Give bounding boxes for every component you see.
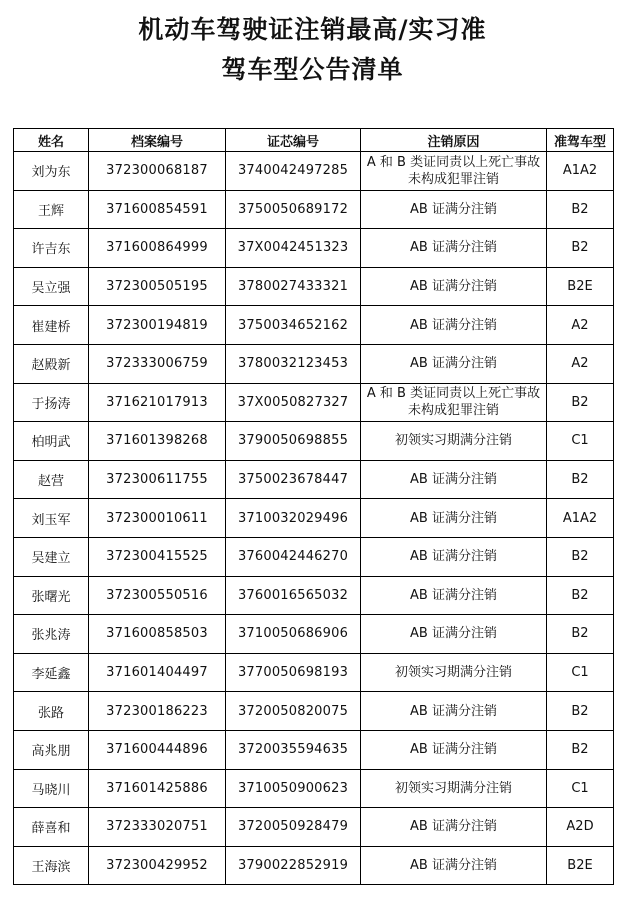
cell-chip-no: 3750023678447 [226, 460, 361, 499]
cell-reason: AB 证满分注销 [361, 576, 547, 615]
cell-name: 马晓川 [14, 769, 89, 808]
table-row [14, 846, 614, 885]
cell-chip-no: 3720050820075 [226, 692, 361, 731]
cell-reason: AB 证满分注销 [361, 537, 547, 576]
cell-vehicle-class: B2 [547, 730, 614, 769]
cell-name: 赵殿新 [14, 344, 89, 383]
cell-reason: 初领实习期满分注销 [361, 422, 547, 461]
table-row [14, 267, 614, 306]
table-row [14, 576, 614, 615]
cell-reason: AB 证满分注销 [361, 344, 547, 383]
cell-vehicle-class: B2E [547, 846, 614, 885]
cancellation-table [13, 128, 614, 885]
cell-vehicle-class: B2 [547, 692, 614, 731]
cell-vehicle-class: A1A2 [547, 499, 614, 538]
cell-reason: AB 证满分注销 [361, 267, 547, 306]
header-reason: 注销原因 [361, 129, 547, 152]
page-title-line-2: 驾车型公告清单 [221, 55, 404, 84]
cell-name: 王海滨 [14, 846, 89, 885]
cell-vehicle-class: C1 [547, 653, 614, 692]
cell-reason: AB 证满分注销 [361, 730, 547, 769]
cell-reason: 初领实习期满分注销 [361, 653, 547, 692]
cell-vehicle-class: C1 [547, 422, 614, 461]
cell-chip-no: 3720050928479 [226, 808, 361, 847]
cell-reason: AB 证满分注销 [361, 615, 547, 654]
cell-reason: A 和 B 类证同责以上死亡事故未构成犯罪注销 [361, 383, 547, 422]
cell-name: 吴立强 [14, 267, 89, 306]
table-row [14, 190, 614, 229]
table-row [14, 306, 614, 345]
cell-name: 崔建桥 [14, 306, 89, 345]
cell-chip-no: 3760016565032 [226, 576, 361, 615]
table-row [14, 615, 614, 654]
cell-reason: AB 证满分注销 [361, 808, 547, 847]
cell-chip-no: 3750034652162 [226, 306, 361, 345]
table-row [14, 808, 614, 847]
table-row [14, 422, 614, 461]
cell-vehicle-class: A1A2 [547, 152, 614, 191]
cell-vehicle-class: A2D [547, 808, 614, 847]
cell-reason: AB 证满分注销 [361, 306, 547, 345]
cell-vehicle-class: B2 [547, 460, 614, 499]
cell-archive-no: 371600858503 [89, 615, 226, 654]
cell-vehicle-class: B2E [547, 267, 614, 306]
cell-archive-no: 372333006759 [89, 344, 226, 383]
table-row [14, 383, 614, 422]
cell-vehicle-class: B2 [547, 229, 614, 268]
table-row [14, 730, 614, 769]
cell-chip-no: 3780027433321 [226, 267, 361, 306]
cell-chip-no: 3790022852919 [226, 846, 361, 885]
cell-reason: AB 证满分注销 [361, 229, 547, 268]
cell-name: 李延鑫 [14, 653, 89, 692]
cell-chip-no: 3750050689172 [226, 190, 361, 229]
table-row [14, 653, 614, 692]
table-row [14, 769, 614, 808]
cell-chip-no: 3710050686906 [226, 615, 361, 654]
cell-archive-no: 371600444896 [89, 730, 226, 769]
cell-name: 张曙光 [14, 576, 89, 615]
table-row [14, 537, 614, 576]
header-archive-no: 档案编号 [89, 129, 226, 152]
table-row [14, 460, 614, 499]
cell-chip-no: 3790050698855 [226, 422, 361, 461]
cell-archive-no: 372300194819 [89, 306, 226, 345]
cell-vehicle-class: B2 [547, 383, 614, 422]
cell-archive-no: 372300010611 [89, 499, 226, 538]
table-row [14, 344, 614, 383]
cell-name: 吴建立 [14, 537, 89, 576]
cell-archive-no: 372300429952 [89, 846, 226, 885]
header-name: 姓名 [14, 129, 89, 152]
cell-vehicle-class: B2 [547, 615, 614, 654]
cell-chip-no: 37X0050827327 [226, 383, 361, 422]
cell-name: 高兆朋 [14, 730, 89, 769]
cell-name: 许吉东 [14, 229, 89, 268]
cell-archive-no: 372300550516 [89, 576, 226, 615]
cell-vehicle-class: B2 [547, 190, 614, 229]
cell-reason: A 和 B 类证同责以上死亡事故未构成犯罪注销 [361, 152, 547, 191]
cell-name: 刘为东 [14, 152, 89, 191]
header-chip-no: 证芯编号 [226, 129, 361, 152]
cell-name: 赵营 [14, 460, 89, 499]
cell-chip-no: 3740042497285 [226, 152, 361, 191]
page-title-line-1: 机动车驾驶证注销最高/实习准 [138, 15, 487, 44]
cell-archive-no: 372300415525 [89, 537, 226, 576]
table-body [14, 152, 614, 885]
table-row [14, 499, 614, 538]
header-vehicle-class: 准驾车型 [547, 129, 614, 152]
cell-archive-no: 371601398268 [89, 422, 226, 461]
cell-vehicle-class: A2 [547, 306, 614, 345]
cell-name: 张路 [14, 692, 89, 731]
cell-name: 柏明武 [14, 422, 89, 461]
table-row [14, 692, 614, 731]
table-row [14, 152, 614, 191]
cell-name: 薛喜和 [14, 808, 89, 847]
cell-reason: AB 证满分注销 [361, 460, 547, 499]
cell-chip-no: 3770050698193 [226, 653, 361, 692]
cell-name: 刘玉军 [14, 499, 89, 538]
cell-chip-no: 3780032123453 [226, 344, 361, 383]
cell-name: 于扬涛 [14, 383, 89, 422]
cell-archive-no: 371601404497 [89, 653, 226, 692]
table-row [14, 229, 614, 268]
cell-vehicle-class: A2 [547, 344, 614, 383]
table-header-row [14, 129, 614, 152]
cell-reason: 初领实习期满分注销 [361, 769, 547, 808]
cell-archive-no: 372300505195 [89, 267, 226, 306]
cell-archive-no: 371601425886 [89, 769, 226, 808]
cell-chip-no: 3710032029496 [226, 499, 361, 538]
cell-vehicle-class: B2 [547, 537, 614, 576]
cell-reason: AB 证满分注销 [361, 499, 547, 538]
cell-chip-no: 37X0042451323 [226, 229, 361, 268]
cell-reason: AB 证满分注销 [361, 846, 547, 885]
cell-archive-no: 372333020751 [89, 808, 226, 847]
cell-archive-no: 371600854591 [89, 190, 226, 229]
cell-reason: AB 证满分注销 [361, 692, 547, 731]
cell-vehicle-class: C1 [547, 769, 614, 808]
cell-chip-no: 3710050900623 [226, 769, 361, 808]
cell-name: 张兆涛 [14, 615, 89, 654]
cell-reason: AB 证满分注销 [361, 190, 547, 229]
cell-name: 王辉 [14, 190, 89, 229]
cell-archive-no: 371600864999 [89, 229, 226, 268]
cell-chip-no: 3720035594635 [226, 730, 361, 769]
cell-archive-no: 372300068187 [89, 152, 226, 191]
cell-archive-no: 371621017913 [89, 383, 226, 422]
cell-archive-no: 372300611755 [89, 460, 226, 499]
cell-archive-no: 372300186223 [89, 692, 226, 731]
cell-chip-no: 3760042446270 [226, 537, 361, 576]
cell-vehicle-class: B2 [547, 576, 614, 615]
